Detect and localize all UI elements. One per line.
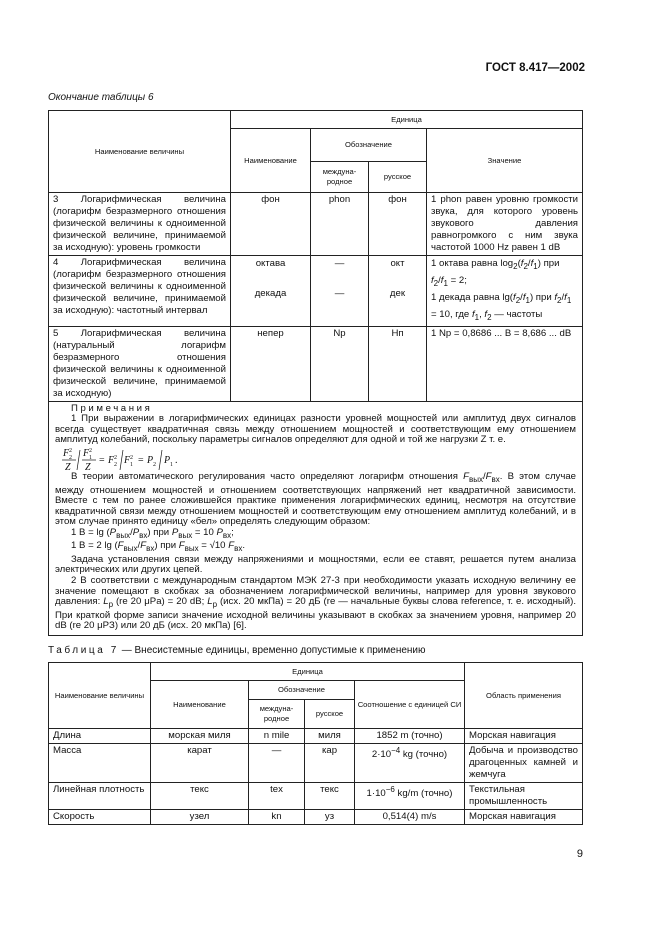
svg-text:2: 2 (114, 462, 117, 468)
header-international: междуна-родное (249, 700, 305, 729)
intl-cell: — (249, 744, 305, 783)
svg-text:2: 2 (114, 455, 117, 461)
intl-decade: — (334, 288, 345, 299)
header-designation: Обозначение (249, 681, 355, 700)
note-1-continued: В теории автоматического регулирования часто определяют логарифм отношения $F_{вых}/F_{вх}$. В этом случае между отношением мощностей и отношением соответствующих напряжений нет квадратичной зависимости. Вместе с тем по ранее сложившейся практике применения логарифмических единиц, несмотря на отсутствие квадратичной связи между отношением мощностей и соответствующим ему отношением амплитуд колебаний, и в этом случае принято единицу «бел» определять следующим образом: (55, 471, 577, 528)
svg-text:P: P (147, 455, 154, 466)
formula-power-amplitude (55, 446, 576, 472)
value-cell: 1 phon равен уровню громкости звука, для которого уровень звукового давления равногромкого с ним звука частотой 1000 Hz равен 1 dB (427, 193, 583, 256)
area-cell: Добыча и производство драгоценных камней и жемчуга (465, 744, 583, 783)
header-designation: Обозначение (311, 129, 427, 162)
formula-svg (61, 446, 211, 472)
svg-text:1: 1 (170, 462, 173, 468)
area-cell: Морская навигация (465, 729, 583, 744)
table-row (49, 783, 583, 810)
rus-cell: миля (305, 729, 355, 744)
header-quantity-name: Наименование величины (49, 663, 151, 729)
table-row (49, 729, 583, 744)
table6-caption: Окончание таблицы 6 (48, 92, 154, 103)
quantity-cell: Длина (49, 729, 151, 744)
header-ratio: Соотношение с единицей СИ (355, 681, 465, 729)
header-unit-name: Наименование (151, 681, 249, 729)
svg-text:2: 2 (69, 448, 72, 454)
svg-text:F: F (124, 455, 131, 466)
unit-name-cell: фон (231, 193, 311, 256)
intl-cell: n mile (249, 729, 305, 744)
svg-text:=: = (99, 455, 105, 466)
unit-name-cell: узел (151, 810, 249, 825)
rus-cell (369, 256, 427, 327)
note-1: 1 При выражении в логарифмических единицах разности уровней мощностей или амплитуд двух сигналов всегда существует квадратичная связь между отношением мощностей и соответствующим ему отношением амплитуд колебаний, поскольку параметры сигналов определяют для одной и той же нагрузки Z т. е. (55, 413, 576, 446)
rus-cell: Нп (369, 326, 427, 401)
bel-power-definition: 1 $В = \lg (P_{вых}/P_{вх})$ при $P_{вых} = 10$ $P_{вх}$; (71, 526, 234, 540)
header-unit-name: Наименование (231, 129, 311, 193)
ratio-cell: 1852 m (точно) (355, 729, 465, 744)
header-unit: Единица (151, 663, 465, 681)
notes-title: Примечания (71, 402, 153, 414)
note-1-conclusion: Задача установления связи между напряжениями и мощностями, если ее ставят, решается путем анализа электрических или других цепей. (55, 553, 576, 576)
unit-name-cell (231, 256, 311, 327)
header-international: междуна-родное (311, 162, 369, 193)
octave-definition: 1 октава равна $\log_2(f_2/f_1)$ при $f_2/f_1 = 2$; (431, 258, 560, 288)
rus-cell: текс (305, 783, 355, 810)
unit-name-cell: морская миля (151, 729, 249, 744)
svg-text:1: 1 (89, 455, 92, 461)
header-area: Область применения (465, 663, 583, 729)
svg-text:P: P (164, 455, 171, 466)
intl-cell: phon (311, 193, 369, 256)
rus-decade: дек (389, 288, 406, 299)
unit-name-cell: текс (151, 783, 249, 810)
notes (49, 401, 583, 635)
intl-cell: kn (249, 810, 305, 825)
unit-name-cell: непер (231, 326, 311, 401)
rus-cell: кар (305, 744, 355, 783)
table-row (49, 193, 583, 256)
svg-text:Z: Z (65, 462, 71, 472)
ratio-cell: $2\cdot 10^{-4}$ kg (точно) (355, 744, 465, 783)
octave: октава (255, 258, 286, 269)
svg-text:1: 1 (130, 462, 133, 468)
table7-caption-text: — Внесистемные единицы, временно допустимые к применению (118, 645, 426, 656)
decade-definition: 1 декада равна $\lg(f_2/f_1)$ при $f_2/f_1 = 10$, где $f_1$, $f_2$ — частоты (431, 291, 572, 322)
notes-row (49, 401, 583, 635)
table-7 (48, 662, 583, 825)
value-cell: 1 Np = 0,8686 ... В = 8,686 ... dB (427, 326, 583, 401)
quantity-cell: 5 Логарифмическая величина (натуральный логарифм безразмерного отношения физической величины к одноименной физической величине, принимаемой за исходную) (49, 326, 231, 401)
quantity-cell: Линейная плотность (49, 783, 151, 810)
page-number: 9 (576, 848, 583, 860)
svg-text:2: 2 (130, 455, 133, 461)
decade: декада (254, 288, 287, 299)
quantity-cell: Скорость (49, 810, 151, 825)
area-cell: Морская навигация (465, 810, 583, 825)
ratio-cell: 0,514(4) m/s (355, 810, 465, 825)
ratio-cell: $1\cdot 10^{-6}$ kg/m (точно) (355, 783, 465, 810)
table7-caption (48, 645, 426, 656)
header-value: Значение (427, 129, 583, 193)
note-2: 2 В соответствии с международным стандартом МЭК 27-3 при необходимости указать исходную величину ее значение помещают в скобках за обозначением логарифмической величины, например для уровня звукового давления: $L_p$ (re 20 μPa) = 20 dB; $L_p$ (исх. 20 мкПа) = 20 дБ (re — начальные буквы слова reference, т. е. исходный). При краткой форме записи значение исходной величины указывают в скобках за значением уровня, например 20 dB (re 20 μPЗ) или 20 дБ (исх. 20 мкПа) [6]. (55, 575, 576, 632)
intl-octave: — (334, 258, 345, 269)
intl-cell (311, 256, 369, 327)
table-6 (48, 110, 583, 636)
quantity-cell: Масса (49, 744, 151, 783)
unit-name-cell: карат (151, 744, 249, 783)
svg-text:F: F (83, 448, 90, 459)
table-row (49, 326, 583, 401)
svg-text:F: F (63, 448, 70, 459)
header-russian: русское (305, 700, 355, 729)
svg-text:.: . (175, 455, 178, 466)
rus-octave: окт (390, 258, 405, 269)
table-row (49, 744, 583, 783)
value-cell (427, 256, 583, 327)
svg-text:2: 2 (153, 462, 156, 468)
intl-cell: Np (311, 326, 369, 401)
area-cell: Текстильная промышленность (465, 783, 583, 810)
header-quantity-name: Наименование величины (49, 111, 231, 193)
svg-text:F: F (108, 455, 115, 466)
rus-cell: уз (305, 810, 355, 825)
document-number: ГОСТ 8.417—2002 (485, 62, 585, 74)
header-russian: русское (369, 162, 427, 193)
intl-cell: tex (249, 783, 305, 810)
header-unit: Единица (231, 111, 583, 129)
svg-text:2: 2 (89, 448, 92, 454)
svg-text:=: = (138, 455, 144, 466)
table7-caption-prefix: Таблица 7 (48, 645, 119, 656)
quantity-cell: 4 Логарифмическая величина (логарифм безразмерного отношения физической величины к одноименной физической величине, принимаемой за исходную): частотный интервал (49, 256, 231, 327)
svg-text:2: 2 (69, 455, 72, 461)
table-row (49, 256, 583, 327)
bel-amplitude-definition: 1 В = 2 $\lg (F_{вых}/F_{вх})$ при $F_{вых} = √10$ $F_{вх}$. (71, 540, 245, 554)
svg-text:Z: Z (85, 462, 91, 472)
rus-cell: фон (369, 193, 427, 256)
table-row (49, 810, 583, 825)
quantity-cell: 3 Логарифмическая величина (логарифм безразмерного отношения физической величины к одноименной физической величине, принимаемой за исходную): уровень громкости (49, 193, 231, 256)
